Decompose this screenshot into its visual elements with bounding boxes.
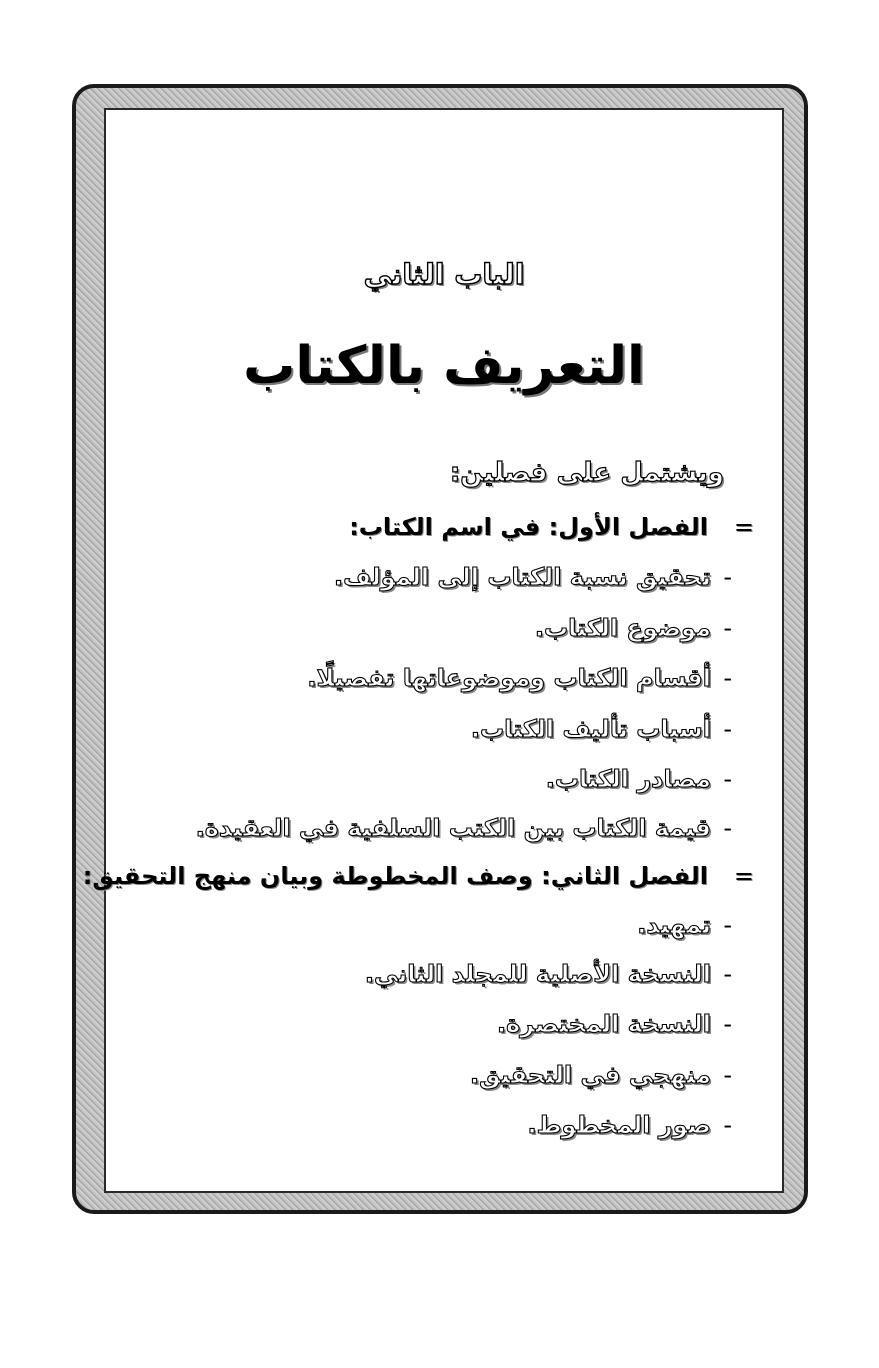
chapter-1-item	[535, 614, 732, 642]
chapter-1-title: الفصل الأول: في اسم الكتاب:	[349, 513, 708, 541]
chapter-2-marker: =	[733, 862, 754, 890]
item-text: منهجي في التحقيق.	[470, 1061, 711, 1089]
item-text: أسباب تأليف الكتاب.	[470, 715, 711, 743]
chapter-1-marker: =	[733, 513, 754, 541]
chapter-1-item	[471, 715, 732, 743]
item-text: صور المخطوط.	[527, 1111, 711, 1139]
item-marker: -	[723, 1010, 732, 1038]
page-title: التعريف بالكتاب	[243, 336, 645, 396]
intro-text: ويشتمل على فصلين:	[449, 458, 724, 488]
chapter-2-item	[365, 960, 732, 988]
page-content	[82, 108, 784, 1193]
item-text: مصادر الكتاب.	[545, 765, 711, 793]
item-text: تمهيد.	[637, 911, 711, 939]
chapter-1-item	[307, 664, 732, 692]
item-text: النسخة المختصرة.	[497, 1010, 711, 1038]
chapter-2-heading	[83, 862, 754, 890]
item-marker: -	[723, 715, 732, 743]
item-marker: -	[723, 960, 732, 988]
item-marker: -	[723, 614, 732, 642]
part-label: الباب الثاني	[363, 258, 525, 291]
item-marker: -	[723, 664, 732, 692]
item-marker: -	[723, 765, 732, 793]
item-marker: -	[723, 563, 732, 591]
item-marker: -	[723, 1061, 732, 1089]
chapter-2-item	[497, 1010, 732, 1038]
chapter-2-item	[470, 1061, 732, 1089]
chapter-2-item	[637, 911, 732, 939]
chapter-1-item	[334, 563, 732, 591]
item-marker: -	[723, 1111, 732, 1139]
item-marker: -	[723, 814, 732, 842]
chapter-2-item	[527, 1111, 732, 1139]
item-marker: -	[723, 911, 732, 939]
chapter-2-title: الفصل الثاني: وصف المخطوطة وبيان منهج التحقيق:	[82, 862, 708, 890]
item-text: النسخة الأصلية للمجلد الثاني.	[364, 960, 711, 988]
item-text: أقسام الكتاب وموضوعاتها تفصيلًا.	[307, 664, 711, 692]
item-text: تحقيق نسبة الكتاب إلى المؤلف.	[334, 563, 711, 591]
chapter-1-heading	[349, 513, 754, 541]
item-text: موضوع الكتاب.	[534, 614, 711, 642]
chapter-1-item	[196, 814, 732, 842]
item-text: قيمة الكتاب بين الكتب السلفية في العقيدة.	[195, 814, 711, 842]
chapter-1-item	[546, 765, 732, 793]
